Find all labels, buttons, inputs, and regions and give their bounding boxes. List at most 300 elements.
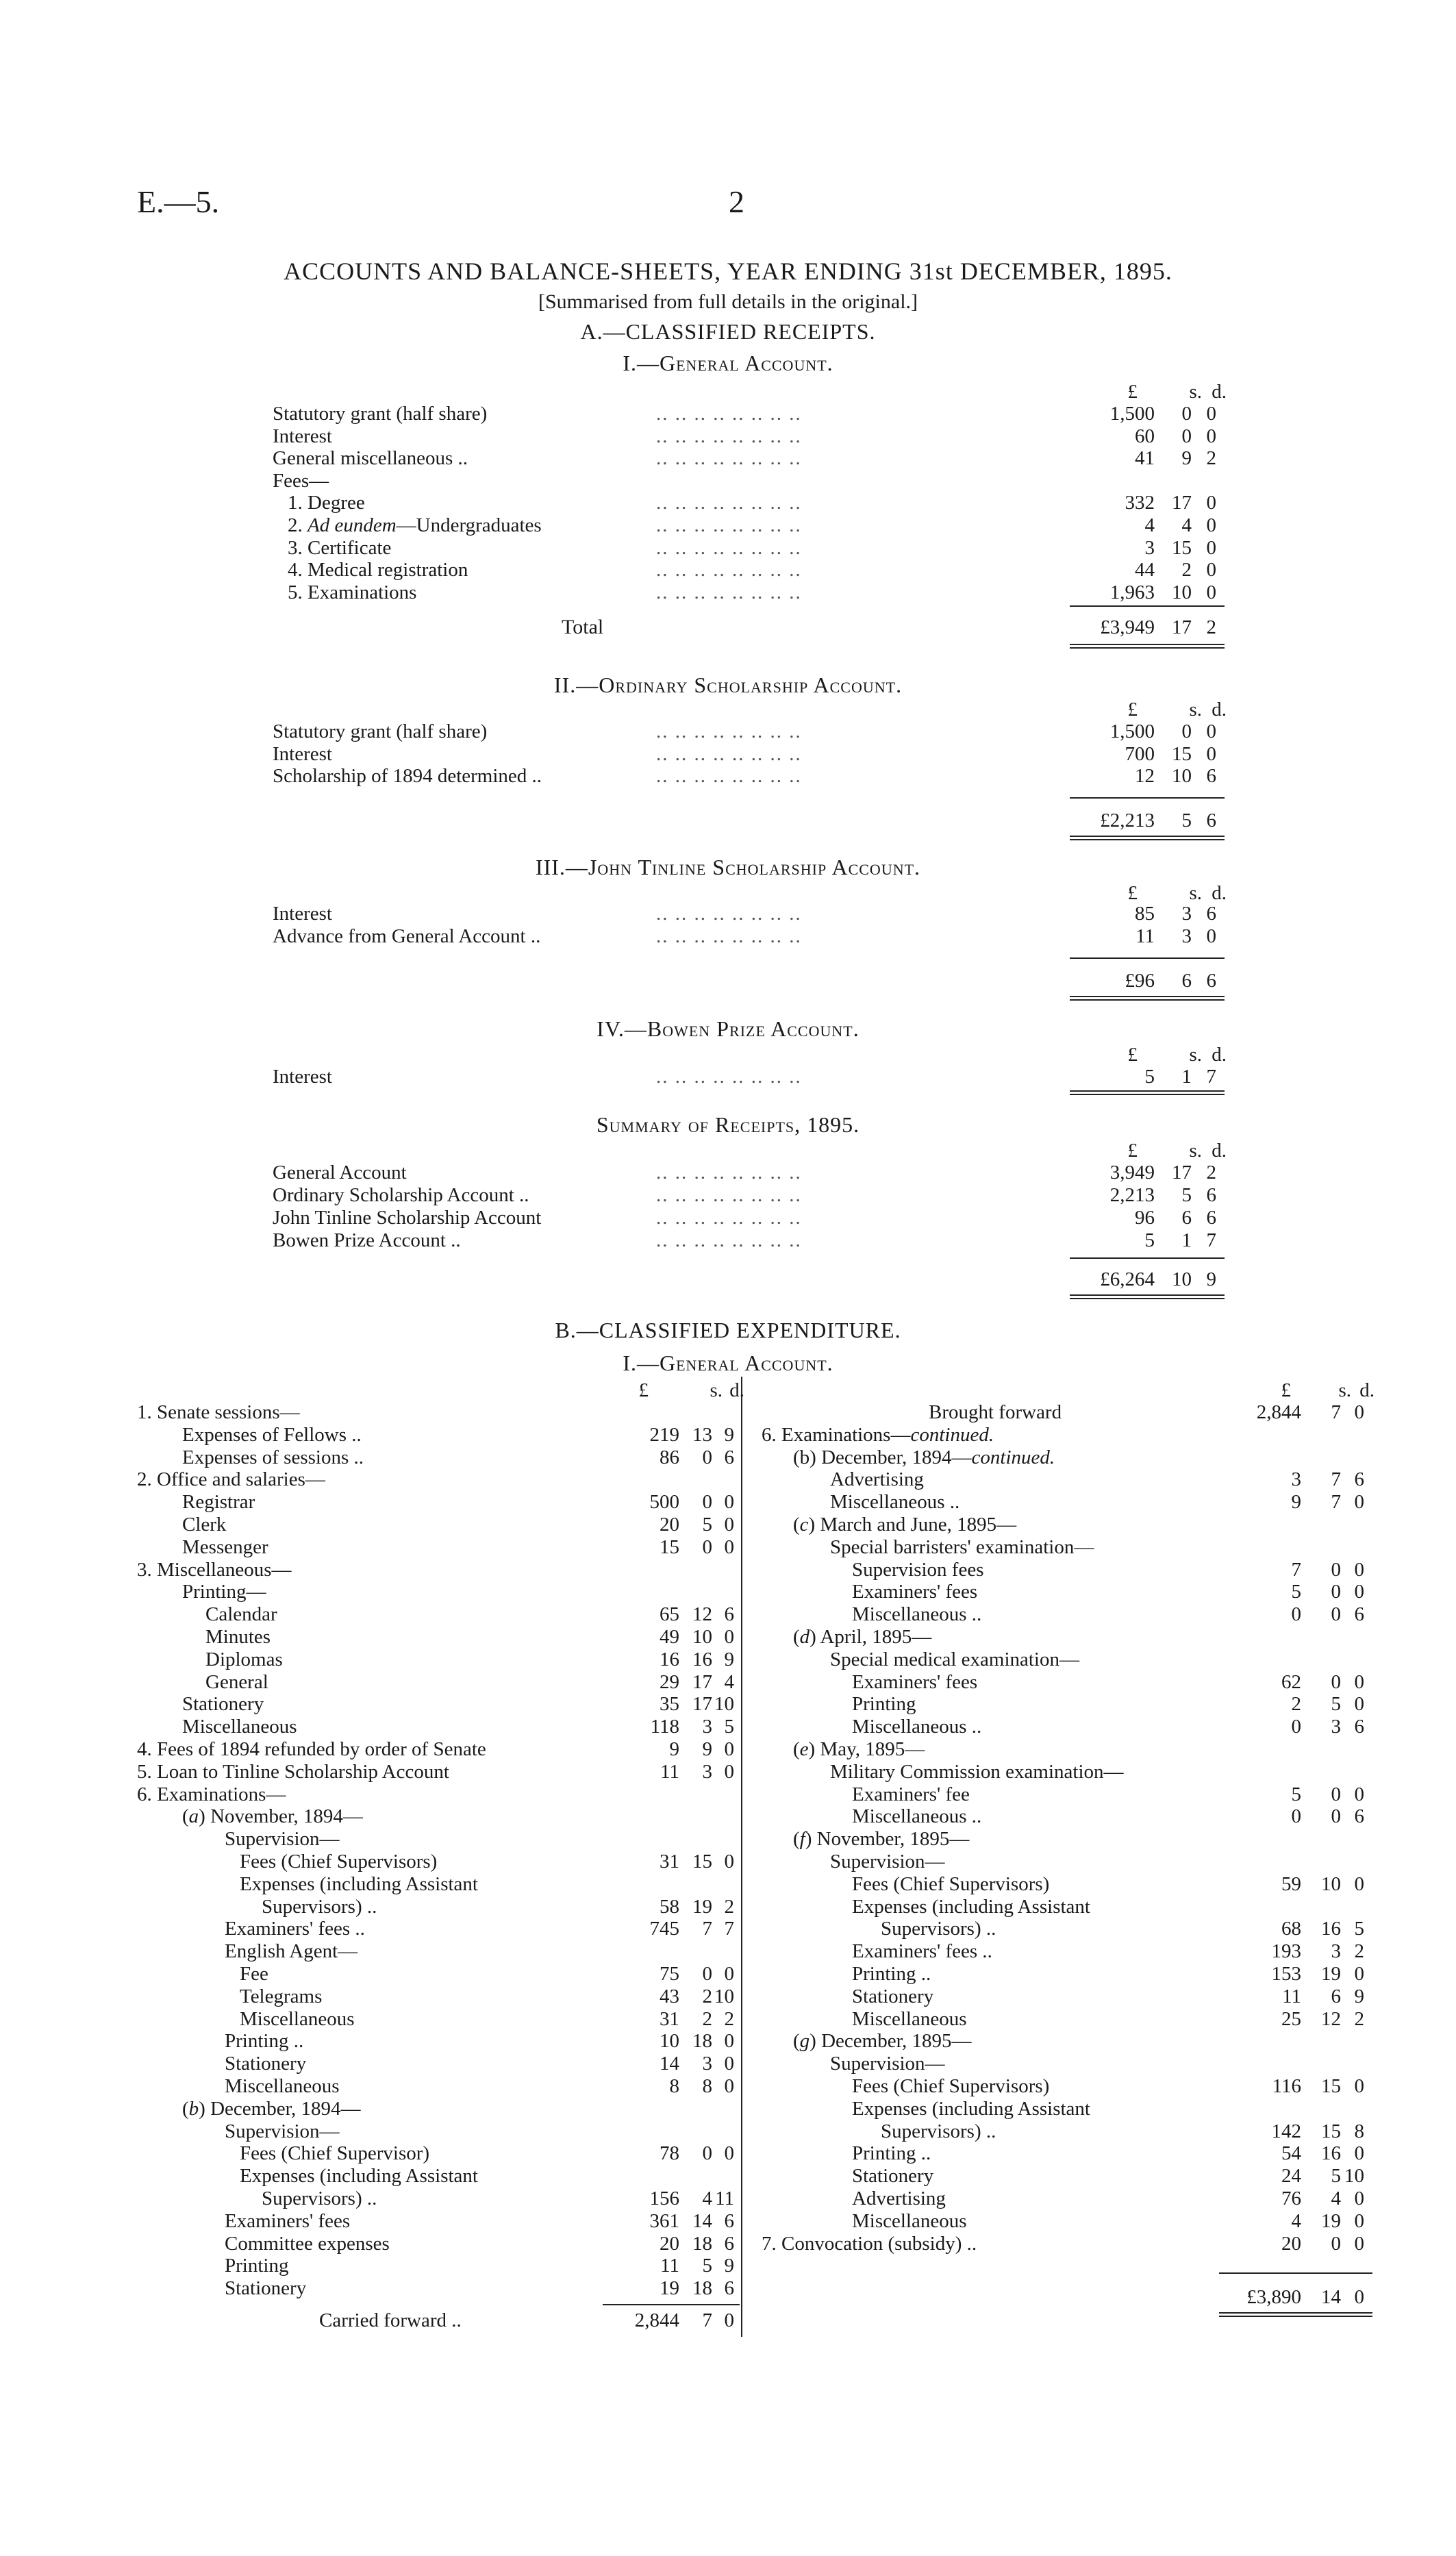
row-label: Bowen Prize Account .. bbox=[273, 1229, 461, 1251]
expense-label: Advertising bbox=[852, 2188, 946, 2209]
leader-dots: .. .. .. .. .. .. .. .. bbox=[656, 1229, 802, 1251]
leader-dots: .. .. .. .. .. .. .. .. bbox=[656, 1207, 802, 1229]
total-double-rule bbox=[1070, 1294, 1225, 1299]
expense-label: Committee expenses bbox=[225, 2232, 390, 2255]
amount-pence: 0 bbox=[1206, 925, 1216, 947]
expense-label: Telegrams bbox=[240, 1985, 323, 2007]
expense-label: 6. Examinations—continued. bbox=[762, 1423, 994, 1446]
amount-shillings: 10 bbox=[1172, 1268, 1192, 1290]
leader-dots: .. .. .. .. .. .. .. .. bbox=[656, 765, 802, 788]
amount-pence: 11 bbox=[715, 2188, 734, 2209]
amount-shillings: 2 bbox=[1181, 559, 1192, 581]
expense-label: 1. Senate sessions— bbox=[137, 1401, 300, 1423]
expense-label: Miscellaneous bbox=[852, 2007, 967, 2030]
amount-shillings: 3 bbox=[702, 1716, 712, 1738]
amount-pence: 5 bbox=[724, 1716, 734, 1738]
amount-shillings: 15 bbox=[1321, 2120, 1341, 2142]
leader-dots: .. .. .. .. .. .. .. .. bbox=[656, 559, 802, 581]
expense-label: Brought forward bbox=[929, 1401, 1062, 1423]
leader-dots: .. .. .. .. .. .. .. .. bbox=[656, 447, 802, 470]
expense-label: Fees (Chief Supervisor) bbox=[240, 2142, 430, 2165]
row-label: General Account bbox=[273, 1162, 407, 1183]
amount-shillings: 18 bbox=[692, 2030, 712, 2053]
row-label: Fees— bbox=[273, 469, 329, 492]
amount-pence: 0 bbox=[1354, 1558, 1364, 1581]
expense-label: Printing .. bbox=[852, 1963, 931, 1985]
amount-shillings: 1 bbox=[1181, 1229, 1192, 1251]
amount-shillings: 2 bbox=[702, 1985, 712, 2007]
expense-label: (g) December, 1895— bbox=[793, 2030, 972, 2053]
amount-pence: 0 bbox=[1354, 2209, 1364, 2232]
leader-dots: .. .. .. .. .. .. .. .. bbox=[656, 403, 802, 425]
expense-label: Printing bbox=[225, 2255, 289, 2277]
row-label: General miscellaneous .. bbox=[273, 447, 468, 470]
pence-header: d. bbox=[1212, 381, 1227, 403]
amount-pence: 0 bbox=[1354, 2232, 1364, 2255]
amount-pence: 5 bbox=[1354, 1918, 1364, 1940]
expense-label: Stationery bbox=[852, 1985, 934, 2007]
amount-shillings: 5 bbox=[1181, 1184, 1192, 1206]
row-label: Statutory grant (half share) bbox=[273, 403, 488, 425]
expense-label: Military Commission examination— bbox=[830, 1760, 1124, 1783]
pence-header: d. bbox=[1212, 1140, 1227, 1162]
amount-pounds: 68 bbox=[1281, 1918, 1301, 1940]
expense-label: Stationery bbox=[182, 1693, 264, 1716]
amount-pounds: 12 bbox=[1135, 765, 1155, 788]
expense-label: Supervisors) .. bbox=[881, 2120, 996, 2142]
expense-label: Expenses (including Assistant bbox=[852, 1895, 1090, 1918]
expense-label: Stationery bbox=[225, 2053, 307, 2075]
amount-pence: 0 bbox=[1206, 721, 1216, 742]
amount-shillings: 0 bbox=[1331, 1603, 1341, 1626]
amount-shillings: 0 bbox=[1331, 1670, 1341, 1693]
amount-shillings: 5 bbox=[702, 1514, 712, 1536]
expense-label: Special barristers' examination— bbox=[830, 1536, 1094, 1558]
amount-pounds: 745 bbox=[649, 1918, 679, 1940]
amount-shillings: 0 bbox=[1331, 2232, 1341, 2255]
total-double-rule bbox=[1219, 2312, 1372, 2317]
general-total-label: Total bbox=[562, 616, 604, 638]
amount-shillings: 3 bbox=[1331, 1940, 1341, 1963]
expenditure-general-heading: I.—General Account. bbox=[623, 1351, 833, 1375]
expense-label: Fees (Chief Supervisors) bbox=[240, 1851, 438, 1872]
expense-label: Expenses of Fellows .. bbox=[182, 1423, 362, 1446]
amount-shillings: 7 bbox=[1331, 1468, 1341, 1491]
amount-pence: 9 bbox=[1206, 1268, 1216, 1290]
expense-label: Expenses (including Assistant bbox=[240, 1872, 478, 1895]
amount-pounds: 10 bbox=[660, 2030, 679, 2053]
column-divider bbox=[741, 1377, 742, 2337]
expense-label: (e) May, 1895— bbox=[793, 1738, 925, 1760]
expense-label: Fees (Chief Supervisors) bbox=[852, 1872, 1050, 1895]
amount-pounds: 3 bbox=[1291, 1468, 1301, 1491]
amount-pounds: 1,500 bbox=[1109, 403, 1155, 425]
expense-label: Supervision— bbox=[830, 2053, 945, 2075]
expense-label: Supervision fees bbox=[852, 1558, 984, 1581]
amount-pence: 9 bbox=[1354, 1985, 1364, 2007]
page-number: 2 bbox=[729, 184, 744, 219]
expense-label: Miscellaneous bbox=[852, 2209, 967, 2232]
expense-label: Supervision— bbox=[225, 2120, 340, 2142]
expense-label: Examiners' fees .. bbox=[852, 1940, 992, 1963]
amount-shillings: 0 bbox=[1331, 1581, 1341, 1603]
amount-pounds: 5 bbox=[1144, 1229, 1155, 1251]
general-account-heading: I.—General Account. bbox=[623, 351, 833, 375]
amount-pence: 0 bbox=[724, 2030, 734, 2053]
amount-pence: 0 bbox=[1206, 559, 1216, 581]
amount-shillings: 5 bbox=[1331, 1693, 1341, 1716]
pound-header: £ bbox=[1127, 381, 1138, 403]
amount-shillings: 5 bbox=[1331, 2165, 1341, 2188]
amount-shillings: 16 bbox=[1321, 2142, 1341, 2165]
expense-label: Supervisors) .. bbox=[881, 1918, 996, 1940]
amount-pence: 6 bbox=[724, 2277, 734, 2300]
amount-shillings: 3 bbox=[1181, 925, 1192, 947]
amount-pounds: 29 bbox=[660, 1670, 679, 1693]
amount-shillings: 0 bbox=[1331, 1558, 1341, 1581]
amount-pence: 6 bbox=[1206, 1184, 1216, 1206]
amount-pounds: 4 bbox=[1291, 2209, 1301, 2232]
expense-label: 4. Fees of 1894 refunded by order of Senate bbox=[137, 1738, 486, 1760]
expense-label: Miscellaneous bbox=[182, 1716, 297, 1738]
expense-label: (a) November, 1894— bbox=[182, 1805, 363, 1828]
amount-pence: 6 bbox=[724, 2232, 734, 2255]
expense-label: Printing .. bbox=[852, 2142, 931, 2165]
amount-pounds: 59 bbox=[1281, 1872, 1301, 1895]
expense-label: Minutes bbox=[205, 1626, 271, 1648]
amount-pounds: 65 bbox=[660, 1603, 679, 1626]
expense-label: Miscellaneous .. bbox=[852, 1716, 982, 1738]
amount-shillings: 5 bbox=[702, 2255, 712, 2277]
amount-pence: 7 bbox=[724, 1918, 734, 1940]
expense-label: (b) December, 1894— bbox=[182, 2097, 361, 2120]
shilling-header: s. bbox=[1189, 1140, 1202, 1162]
expense-label: (b) December, 1894—continued. bbox=[793, 1446, 1055, 1468]
amount-pence: 6 bbox=[1206, 765, 1216, 788]
amount-pence: 6 bbox=[1206, 970, 1216, 992]
amount-shillings: 5 bbox=[1181, 810, 1192, 831]
row-label: Advance from General Account .. bbox=[273, 925, 541, 947]
amount-pence: 0 bbox=[1354, 2286, 1364, 2308]
amount-pence: 6 bbox=[1354, 1716, 1364, 1738]
subtotal-rule bbox=[1070, 797, 1225, 799]
total-rule bbox=[1219, 2272, 1372, 2274]
amount-shillings: 18 bbox=[692, 2277, 712, 2300]
amount-pounds: 2,844 bbox=[1256, 1401, 1301, 1423]
row-label: Ordinary Scholarship Account .. bbox=[273, 1184, 529, 1206]
expense-label: Fee bbox=[240, 1963, 268, 1985]
expense-label: Miscellaneous .. bbox=[852, 1805, 982, 1828]
amount-pence: 9 bbox=[724, 1423, 734, 1446]
amount-pounds: 2,844 bbox=[634, 2309, 679, 2331]
expense-label: Supervisors) .. bbox=[262, 2188, 377, 2209]
row-label: Interest bbox=[273, 1066, 332, 1088]
amount-pence: 9 bbox=[724, 2255, 734, 2277]
amount-pounds: 31 bbox=[660, 1851, 679, 1872]
amount-pounds: 75 bbox=[660, 1963, 679, 1985]
amount-pounds: 35 bbox=[660, 1693, 679, 1716]
amount-shillings: 17 bbox=[692, 1693, 712, 1716]
expense-label: Clerk bbox=[182, 1514, 227, 1536]
amount-shillings: 14 bbox=[1321, 2286, 1341, 2308]
amount-shillings: 3 bbox=[1181, 903, 1192, 925]
amount-pence: 10 bbox=[714, 1985, 734, 2007]
leader-dots: .. .. .. .. .. .. .. .. bbox=[656, 514, 802, 536]
pound-header: £ bbox=[1127, 699, 1138, 721]
amount-pounds: 25 bbox=[1281, 2007, 1301, 2030]
expense-label: Miscellaneous .. bbox=[830, 1491, 960, 1514]
amount-shillings: 7 bbox=[1331, 1401, 1341, 1423]
expense-label: Miscellaneous bbox=[240, 2007, 355, 2030]
amount-pounds: 31 bbox=[660, 2007, 679, 2030]
amount-pounds: 43 bbox=[660, 1985, 679, 2007]
bowen-account-heading: IV.—Bowen Prize Account. bbox=[597, 1016, 859, 1041]
pence-header: d. bbox=[1212, 699, 1227, 721]
amount-shillings: 0 bbox=[702, 1536, 712, 1558]
amount-shillings: 15 bbox=[692, 1851, 712, 1872]
amount-pounds: 2 bbox=[1291, 1693, 1301, 1716]
expense-label: 5. Loan to Tinline Scholarship Account bbox=[137, 1760, 449, 1783]
amount-shillings: 17 bbox=[1172, 492, 1192, 514]
row-label: 5. Examinations bbox=[288, 581, 417, 603]
amount-shillings: 13 bbox=[692, 1423, 712, 1446]
amount-pounds: 5 bbox=[1291, 1581, 1301, 1603]
amount-shillings: 3 bbox=[702, 2053, 712, 2075]
expense-label: 7. Convocation (subsidy) .. bbox=[762, 2232, 977, 2255]
amount-shillings: 4 bbox=[1331, 2188, 1341, 2209]
amount-pounds: 24 bbox=[1281, 2165, 1301, 2188]
expense-label: Stationery bbox=[225, 2277, 307, 2300]
amount-pence: 0 bbox=[1354, 1581, 1364, 1603]
amount-pence: 6 bbox=[1354, 1468, 1364, 1491]
amount-shillings: 7 bbox=[702, 1918, 712, 1940]
expense-label: Printing .. bbox=[225, 2030, 304, 2053]
expense-label: (f) November, 1895— bbox=[793, 1828, 970, 1851]
amount-pence: 0 bbox=[724, 2142, 734, 2165]
expense-label: 2. Office and salaries— bbox=[137, 1468, 325, 1491]
leader-dots: .. .. .. .. .. .. .. .. bbox=[656, 742, 802, 765]
amount-pounds: 361 bbox=[649, 2209, 679, 2232]
expense-label: Stationery bbox=[852, 2165, 934, 2188]
amount-pence: 2 bbox=[1354, 1940, 1364, 1963]
amount-shillings: 15 bbox=[1321, 2075, 1341, 2097]
amount-pounds: 2,213 bbox=[1109, 1184, 1155, 1206]
amount-pounds: 700 bbox=[1125, 742, 1155, 765]
amount-pence: 0 bbox=[724, 2053, 734, 2075]
amount-pounds: 11 bbox=[660, 1760, 679, 1783]
amount-pounds: 9 bbox=[669, 1738, 679, 1760]
amount-shillings: 1 bbox=[1181, 1066, 1192, 1088]
expense-label: Fees (Chief Supervisors) bbox=[852, 2075, 1050, 2097]
expense-label: Examiners' fees .. bbox=[225, 1918, 365, 1940]
amount-pounds: 58 bbox=[660, 1895, 679, 1918]
amount-shillings: 19 bbox=[692, 1895, 712, 1918]
amount-pounds: 44 bbox=[1135, 559, 1155, 581]
amount-pence: 0 bbox=[1354, 1872, 1364, 1895]
amount-pence: 6 bbox=[724, 1603, 734, 1626]
row-label: Statutory grant (half share) bbox=[273, 721, 488, 742]
amount-pounds: 49 bbox=[660, 1626, 679, 1648]
expense-label: Printing bbox=[852, 1693, 916, 1716]
amount-pence: 0 bbox=[1206, 425, 1216, 447]
amount-pounds: 3,949 bbox=[1109, 1162, 1155, 1183]
leader-dots: .. .. .. .. .. .. .. .. bbox=[656, 1184, 802, 1206]
expense-label: Diplomas bbox=[205, 1648, 283, 1670]
amount-pounds: 11 bbox=[1282, 1985, 1301, 2007]
amount-pounds: 116 bbox=[1272, 2075, 1301, 2097]
amount-pounds: 85 bbox=[1135, 903, 1155, 925]
amount-pounds: £3,949 bbox=[1100, 616, 1155, 638]
amount-shillings: 10 bbox=[1321, 1872, 1341, 1895]
amount-pounds: 14 bbox=[660, 2053, 679, 2075]
amount-shillings: 7 bbox=[702, 2309, 712, 2331]
amount-shillings: 16 bbox=[1321, 1918, 1341, 1940]
expense-label: 3. Miscellaneous— bbox=[137, 1558, 292, 1581]
amount-shillings: 10 bbox=[692, 1626, 712, 1648]
amount-pounds: 11 bbox=[660, 2255, 679, 2277]
receipts-heading: A.—CLASSIFIED RECEIPTS. bbox=[580, 319, 876, 344]
amount-pence: 0 bbox=[724, 1760, 734, 1783]
amount-pounds: 8 bbox=[669, 2075, 679, 2097]
amount-pence: 0 bbox=[1354, 1491, 1364, 1514]
expense-label: General bbox=[205, 1670, 268, 1693]
amount-shillings: 2 bbox=[702, 2007, 712, 2030]
row-label: Interest bbox=[273, 903, 332, 925]
expense-label: 6. Examinations— bbox=[137, 1783, 286, 1805]
amount-pence: 2 bbox=[724, 1895, 734, 1918]
amount-pounds: 156 bbox=[649, 2188, 679, 2209]
amount-shillings: 10 bbox=[1172, 581, 1192, 603]
pence-header: d. bbox=[1359, 1379, 1375, 1401]
leader-dots: .. .. .. .. .. .. .. .. bbox=[656, 1162, 802, 1183]
amount-pounds: 153 bbox=[1271, 1963, 1301, 1985]
expense-label: Expenses of sessions .. bbox=[182, 1446, 364, 1468]
amount-pounds: 60 bbox=[1135, 425, 1155, 447]
row-label: 4. Medical registration bbox=[288, 559, 468, 581]
amount-shillings: 0 bbox=[1181, 403, 1192, 425]
amount-pounds: 219 bbox=[649, 1423, 679, 1446]
amount-shillings: 12 bbox=[692, 1603, 712, 1626]
total-double-rule bbox=[1070, 836, 1225, 840]
subtitle: [Summarised from full details in the original.] bbox=[538, 290, 918, 313]
expenditure-heading: B.—CLASSIFIED EXPENDITURE. bbox=[555, 1318, 901, 1342]
total-double-rule bbox=[1070, 1090, 1225, 1095]
amount-pence: 10 bbox=[1344, 2165, 1364, 2188]
pound-header: £ bbox=[1127, 1044, 1138, 1066]
amount-pence: 0 bbox=[724, 2075, 734, 2097]
expense-label: Special medical examination— bbox=[830, 1648, 1079, 1670]
pence-header: d. bbox=[1212, 1044, 1227, 1066]
amount-pence: 0 bbox=[1354, 2075, 1364, 2097]
amount-pounds: 0 bbox=[1291, 1603, 1301, 1626]
row-label: Scholarship of 1894 determined .. bbox=[273, 765, 542, 788]
amount-pounds: £96 bbox=[1125, 970, 1155, 992]
expense-label: Advertising bbox=[830, 1468, 924, 1491]
amount-shillings: 4 bbox=[1181, 514, 1192, 536]
amount-shillings: 16 bbox=[692, 1648, 712, 1670]
expense-label: Supervisors) .. bbox=[262, 1895, 377, 1918]
amount-pounds: 11 bbox=[1135, 925, 1155, 947]
expense-label: Expenses (including Assistant bbox=[852, 2097, 1090, 2120]
leader-dots: .. .. .. .. .. .. .. .. bbox=[656, 425, 802, 447]
amount-pence: 6 bbox=[1206, 903, 1216, 925]
amount-pence: 0 bbox=[1354, 1401, 1364, 1423]
page-ref: E.—5. bbox=[137, 184, 220, 219]
amount-pounds: 76 bbox=[1281, 2188, 1301, 2209]
amount-pounds: 0 bbox=[1291, 1716, 1301, 1738]
pence-header: d. bbox=[729, 1379, 744, 1401]
amount-pence: 0 bbox=[724, 1738, 734, 1760]
amount-shillings: 0 bbox=[702, 1491, 712, 1514]
expense-label: Miscellaneous bbox=[225, 2075, 340, 2097]
amount-pence: 0 bbox=[724, 1536, 734, 1558]
amount-pounds: 16 bbox=[660, 1648, 679, 1670]
amount-pence: 0 bbox=[724, 2309, 734, 2331]
amount-pounds: 1,963 bbox=[1109, 581, 1155, 603]
amount-pence: 0 bbox=[1206, 403, 1216, 425]
amount-pounds: 500 bbox=[649, 1491, 679, 1514]
leader-dots: .. .. .. .. .. .. .. .. bbox=[656, 581, 802, 603]
amount-pence: 0 bbox=[1206, 742, 1216, 765]
amount-shillings: 14 bbox=[692, 2209, 712, 2232]
expense-label: Messenger bbox=[182, 1536, 268, 1558]
leader-dots: .. .. .. .. .. .. .. .. bbox=[656, 903, 802, 925]
amount-shillings: 9 bbox=[1181, 447, 1192, 470]
amount-shillings: 0 bbox=[1331, 1805, 1341, 1828]
expense-label: English Agent— bbox=[225, 1940, 358, 1963]
leader-dots: .. .. .. .. .. .. .. .. bbox=[656, 492, 802, 514]
amount-pounds: 20 bbox=[660, 1514, 679, 1536]
shilling-header: s. bbox=[1189, 699, 1202, 721]
shilling-header: s. bbox=[1189, 882, 1202, 904]
carried-forward-label: Carried forward .. bbox=[319, 2309, 462, 2331]
summary-heading: Summary of Receipts, 1895. bbox=[596, 1112, 860, 1137]
amount-pence: 0 bbox=[1354, 1670, 1364, 1693]
row-label: Interest bbox=[273, 425, 332, 447]
amount-pounds: 15 bbox=[660, 1536, 679, 1558]
amount-pence: 2 bbox=[1206, 447, 1216, 470]
amount-pence: 6 bbox=[724, 2209, 734, 2232]
amount-shillings: 0 bbox=[1331, 1783, 1341, 1805]
amount-pounds: 86 bbox=[660, 1446, 679, 1468]
row-label: 2. Ad eundem—Undergraduates bbox=[288, 514, 542, 536]
amount-shillings: 18 bbox=[692, 2232, 712, 2255]
amount-pence: 7 bbox=[1206, 1066, 1216, 1088]
expense-label: Miscellaneous .. bbox=[852, 1603, 982, 1626]
amount-pounds: 7 bbox=[1291, 1558, 1301, 1581]
amount-pounds: 19 bbox=[660, 2277, 679, 2300]
leader-dots: .. .. .. .. .. .. .. .. bbox=[656, 1066, 802, 1088]
amount-pence: 6 bbox=[1354, 1805, 1364, 1828]
pence-header: d. bbox=[1212, 882, 1227, 904]
amount-shillings: 17 bbox=[692, 1670, 712, 1693]
amount-pounds: 62 bbox=[1281, 1670, 1301, 1693]
pound-header: £ bbox=[638, 1379, 649, 1401]
leader-dots: .. .. .. .. .. .. .. .. bbox=[656, 925, 802, 947]
amount-shillings: 17 bbox=[1172, 1162, 1192, 1183]
amount-shillings: 15 bbox=[1172, 536, 1192, 559]
amount-pounds: 54 bbox=[1281, 2142, 1301, 2165]
total-double-rule bbox=[1070, 996, 1225, 1001]
amount-shillings: 3 bbox=[1331, 1716, 1341, 1738]
expense-label: Examiners' fees bbox=[852, 1670, 978, 1693]
expense-label: Calendar bbox=[205, 1603, 277, 1626]
amount-pence: 6 bbox=[1354, 1603, 1364, 1626]
shilling-header: s. bbox=[1338, 1379, 1351, 1401]
amount-pounds: 20 bbox=[660, 2232, 679, 2255]
amount-pence: 0 bbox=[724, 1491, 734, 1514]
row-label: 1. Degree bbox=[288, 492, 365, 514]
